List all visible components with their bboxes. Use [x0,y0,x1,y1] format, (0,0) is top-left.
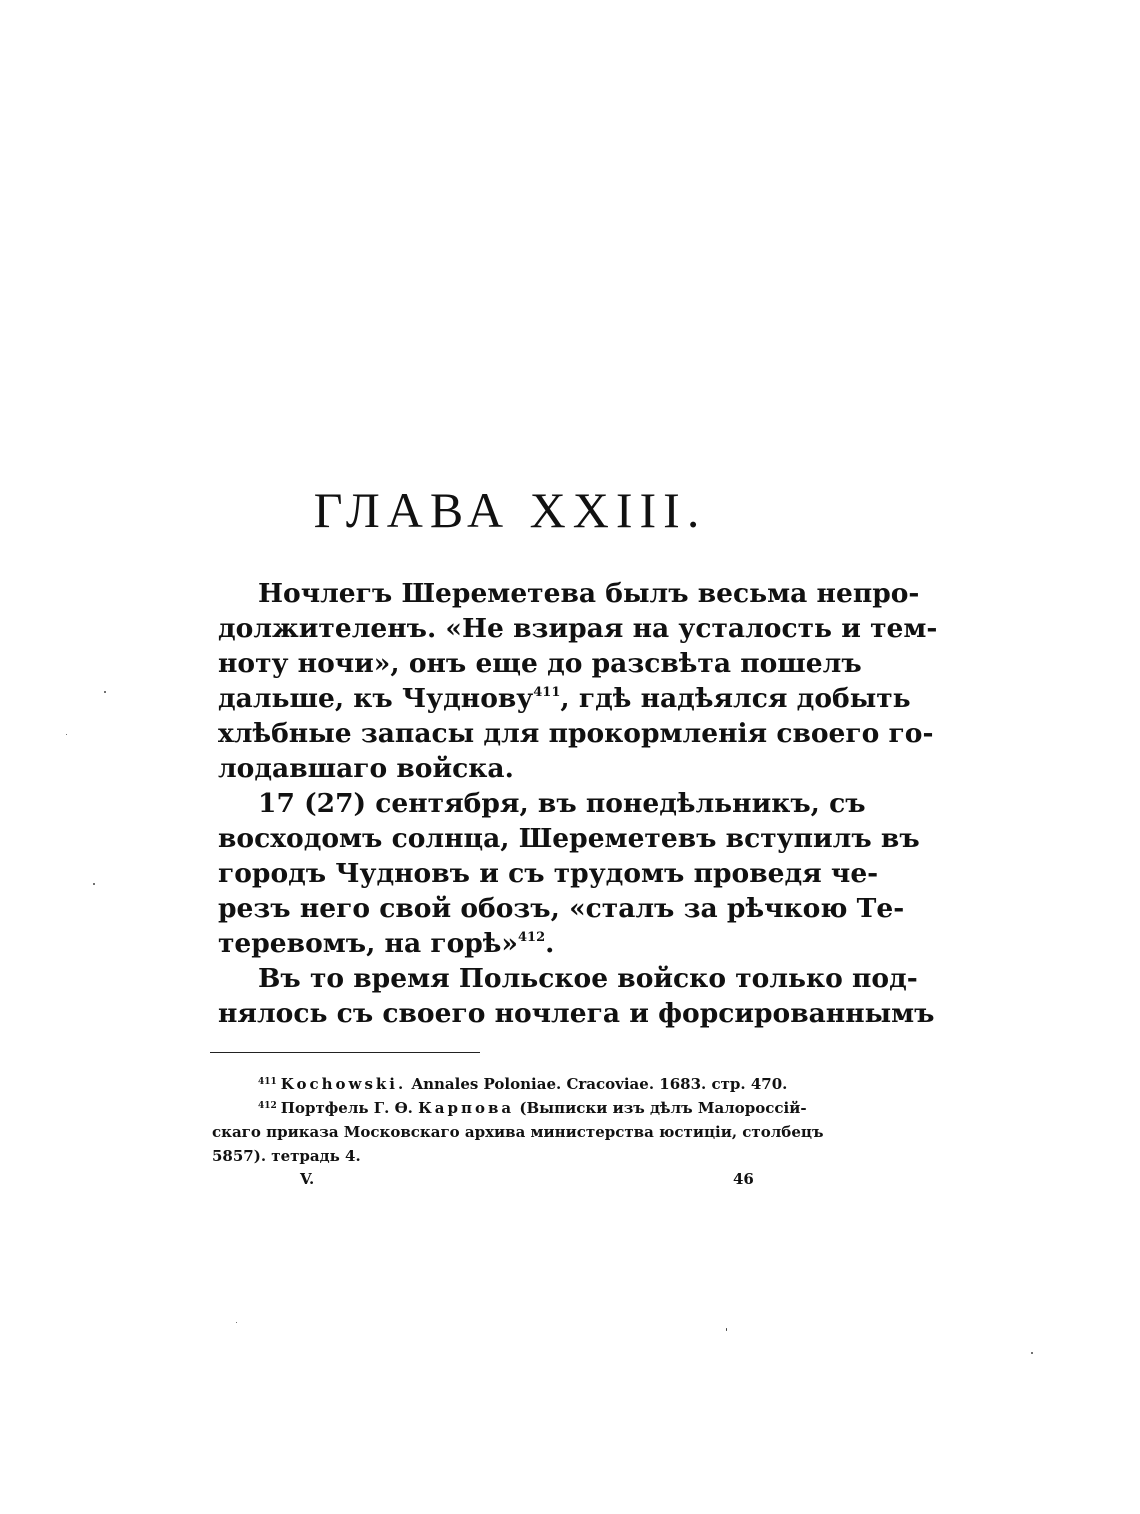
body-line: нялось съ своего ночлега и форсированнымъ [218,998,935,1029]
footnote-412-line: 5857). тетрадь 4. [212,1147,361,1165]
body-line: городъ Чудновъ и съ трудомъ проведя че- [218,858,879,889]
footnote-separator [210,1052,480,1053]
footnote-ref-411[interactable]: 411 [533,685,561,700]
footnote-411 [212,1072,800,1096]
footnotes [212,1072,824,1168]
footnote-number: 411 [258,1077,277,1087]
footnote-number: 412 [258,1101,277,1111]
body-line: хлѣбные запасы для прокормленія своего го- [218,718,934,749]
body-line: Ночлегъ Шереметева былъ весьма непро- [258,578,920,609]
body-fragment: теревомъ, на горѣ» [218,928,518,959]
footnote-author: Kochowski. [280,1075,407,1093]
body-fragment: дальше, къ Чуднову [218,683,534,714]
footnote-author: Карпова [418,1099,515,1117]
sheet-signature: V. [300,1170,315,1188]
body-line: должителенъ. «Не взирая на усталость и тем- [218,613,938,644]
body-line: резъ него свой обозъ, «сталъ за рѣчкою Те- [218,893,905,924]
scan-speck [236,1322,237,1323]
body-line: 17 (27) сентября, въ понедѣльникъ, съ [258,788,866,819]
body-line [218,926,798,961]
footnote-text: Портфель Г. Ѳ. [280,1099,413,1117]
scan-speck [66,734,67,735]
body-line [218,681,911,716]
body-line: ноту ночи», онъ еще до разсвѣта пошелъ [218,648,862,679]
body-fragment: . [545,928,555,959]
footnote-412-line: скаго приказа Московскаго архива министерства юстиціи, столбецъ [212,1123,824,1141]
body-line: Въ то время Польское войско только под- [258,963,918,994]
footnote-412 [212,1096,807,1120]
footnote-ref-412[interactable]: 412 [518,930,546,945]
body-text [218,576,938,1031]
footnote-text: Annales Poloniae. Cracoviae. 1683. стр. 470. [411,1075,788,1093]
chapter-title: ГЛАВА XXIII. [313,482,707,538]
scan-speck [104,691,106,693]
body-line: восходомъ солнца, Шереметевъ вступилъ въ [218,823,920,854]
scan-speck [726,1328,727,1331]
page-number: 46 [733,1170,754,1188]
body-fragment: , гдѣ надѣялся добыть [560,683,911,714]
footnote-text: (Выписки изъ дѣлъ Малороссій- [519,1099,807,1117]
scan-speck [1031,1352,1033,1354]
scan-speck [93,883,95,885]
body-line: лодавшаго войска. [218,753,514,784]
